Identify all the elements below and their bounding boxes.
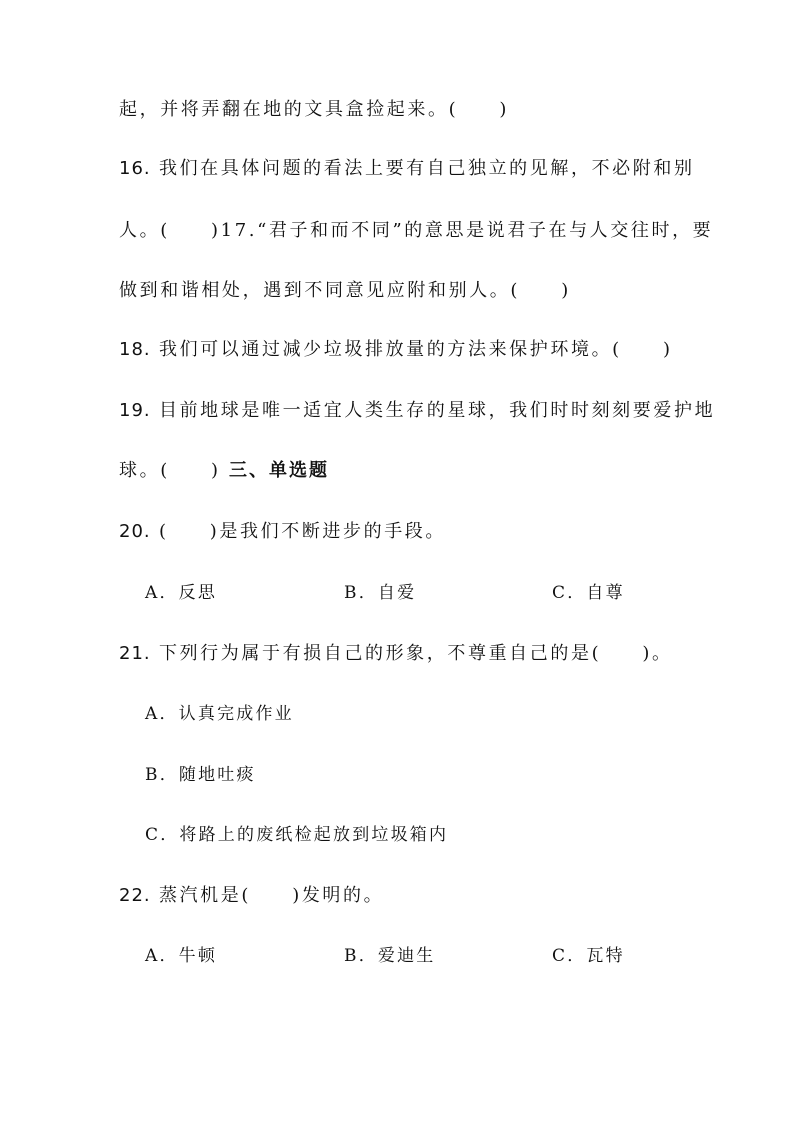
q17-tail-text: 做到和谐相处，遇到不同意见应附和别人。( )	[119, 280, 571, 301]
q17-line-2	[119, 279, 571, 303]
q15-continuation-line	[119, 98, 509, 122]
q22-option-a: A．牛顿	[145, 946, 218, 966]
q22-option-b: B．爱迪生	[344, 946, 436, 966]
q19-text: 目前地球是唯一适宜人类生存的星球，我们时时刻刻要爱护地	[158, 400, 716, 421]
q16-q17-line	[119, 219, 713, 243]
q22-number: 22.	[119, 885, 151, 906]
q20-line	[119, 520, 446, 544]
q22-option-c: C．瓦特	[552, 946, 625, 966]
q20-option-a: A．反思	[145, 583, 218, 603]
q18-text: 我们可以通过减少垃圾排放量的方法来保护环境。( )	[158, 339, 673, 360]
q19-section-line	[119, 459, 329, 483]
q20-option-b: B．自爱	[344, 583, 417, 603]
q16-text: 我们在具体问题的看法上要有自己独立的见解，不必附和别	[158, 158, 695, 179]
q22-text: 蒸汽机是( )发明的。	[158, 885, 385, 906]
q18-number: 18.	[119, 339, 151, 360]
q15-tail-text: 起，并将弄翻在地的文具盒捡起来。( )	[119, 99, 510, 120]
q19-line-1	[119, 399, 715, 423]
q16-line-1	[119, 157, 695, 181]
q21-text: 下列行为属于有损自己的形象，不尊重自己的是( )。	[158, 643, 673, 664]
q17-text: 17.“君子和而不同”的意思是说君子在与人交往时，要	[220, 220, 714, 241]
q21-line	[119, 642, 673, 666]
q20-number: 20.	[119, 521, 151, 542]
q19-tail-text: 球。( )	[119, 460, 221, 481]
q16-number: 16.	[119, 158, 151, 179]
q16-tail-text: 人。( )	[119, 220, 221, 241]
q19-number: 19.	[119, 400, 151, 421]
q20-option-c: C．自尊	[552, 583, 625, 603]
section-heading: 三、单选题	[228, 460, 329, 481]
q21-option-a: A．认真完成作业	[145, 704, 294, 724]
q21-option-b: B．随地吐痰	[145, 765, 256, 785]
q20-text: ( )是我们不断进步的手段。	[158, 521, 447, 542]
q18-line	[119, 338, 673, 362]
q22-line	[119, 884, 384, 908]
q21-number: 21.	[119, 643, 151, 664]
q21-option-c: C．将路上的废纸检起放到垃圾箱内	[145, 825, 449, 845]
